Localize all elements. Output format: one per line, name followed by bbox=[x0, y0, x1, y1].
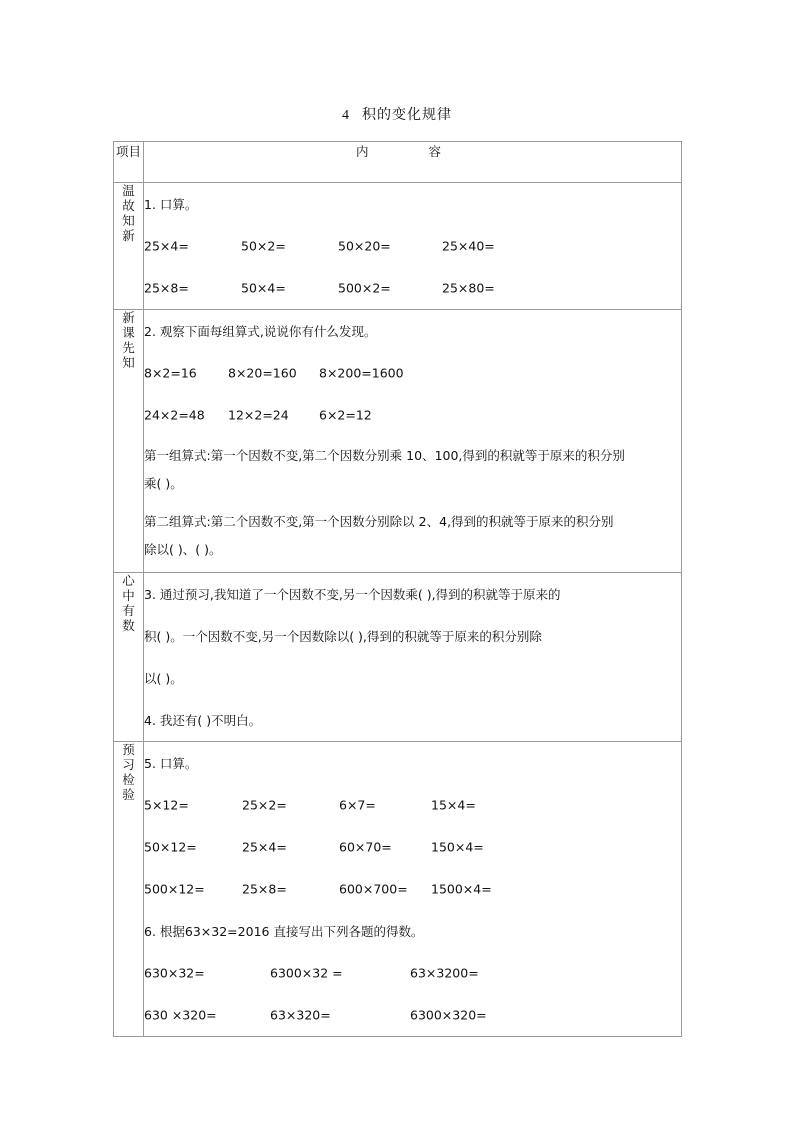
observation-2-line-2: 除以( )、( )。 bbox=[144, 542, 222, 557]
section-check bbox=[114, 742, 682, 1037]
section-mind bbox=[114, 573, 682, 742]
observation-2-line-1: 第二组算式:第二个因数不变,第一个因数分别除以 2、4,得到的积就等于原来的积分别 bbox=[144, 514, 614, 529]
calc-row: 50×12= 25×4= 60×70= 150×4= bbox=[144, 839, 484, 855]
section-label-mind: 心中有数 bbox=[114, 573, 144, 742]
calc-row: 630 ×320= 63×320= 6300×320= bbox=[144, 1007, 487, 1023]
calc-row: 5×12= 25×2= 6×7= 15×4= bbox=[144, 797, 476, 813]
header-content: 内 容 bbox=[144, 142, 682, 183]
page-title bbox=[0, 104, 794, 124]
calc-row: 630×32= 6300×32 = 63×3200= bbox=[144, 965, 479, 981]
question-6: 6. 根据63×32=2016 直接写出下列各题的得数。 bbox=[144, 924, 424, 939]
section-review bbox=[114, 183, 682, 310]
calc-row: 25×4= 50×2= 50×20= 25×40= bbox=[144, 238, 495, 254]
section-content-preview bbox=[144, 310, 682, 573]
observation-1-line-2: 乘( )。 bbox=[144, 476, 183, 491]
section-label-check: 预习检验 bbox=[114, 742, 144, 1037]
section-label-review: 温故知新 bbox=[114, 183, 144, 310]
calc-row: 500×12= 25×8= 600×700= 1500×4= bbox=[144, 881, 492, 897]
section-label-preview: 新课先知 bbox=[114, 310, 144, 573]
question-4: 4. 我还有( )不明白。 bbox=[144, 713, 262, 728]
observation-1-line-1: 第一组算式:第一个因数不变,第二个因数分别乘 10、100,得到的积就等于原来的积分别 bbox=[144, 448, 625, 463]
question-1: 1. 口算。 bbox=[144, 197, 198, 212]
question-3-line-3: 以( )。 bbox=[144, 671, 183, 686]
lesson-title: 积的变化规律 bbox=[362, 107, 452, 123]
worksheet-table bbox=[113, 141, 682, 1037]
question-3-line-1: 3. 通过预习,我知道了一个因数不变,另一个因数乘( ),得到的积就等于原来的 bbox=[144, 587, 561, 602]
header-row bbox=[114, 142, 682, 183]
section-content-review bbox=[144, 183, 682, 310]
equation-row: 24×2=48 12×2=24 6×2=12 bbox=[144, 407, 372, 423]
equation-row: 8×2=16 8×20=160 8×200=1600 bbox=[144, 365, 404, 381]
question-5: 5. 口算。 bbox=[144, 756, 198, 771]
calc-row: 25×8= 50×4= 500×2= 25×80= bbox=[144, 280, 495, 296]
lesson-number: 4 bbox=[342, 108, 350, 123]
section-content-check bbox=[144, 742, 682, 1037]
question-2: 2. 观察下面每组算式,说说你有什么发现。 bbox=[144, 324, 377, 339]
section-preview bbox=[114, 310, 682, 573]
section-content-mind bbox=[144, 573, 682, 742]
question-3-line-2: 积( )。一个因数不变,另一个因数除以( ),得到的积就等于原来的积分别除 bbox=[144, 629, 542, 644]
header-item: 项目 bbox=[114, 142, 144, 183]
